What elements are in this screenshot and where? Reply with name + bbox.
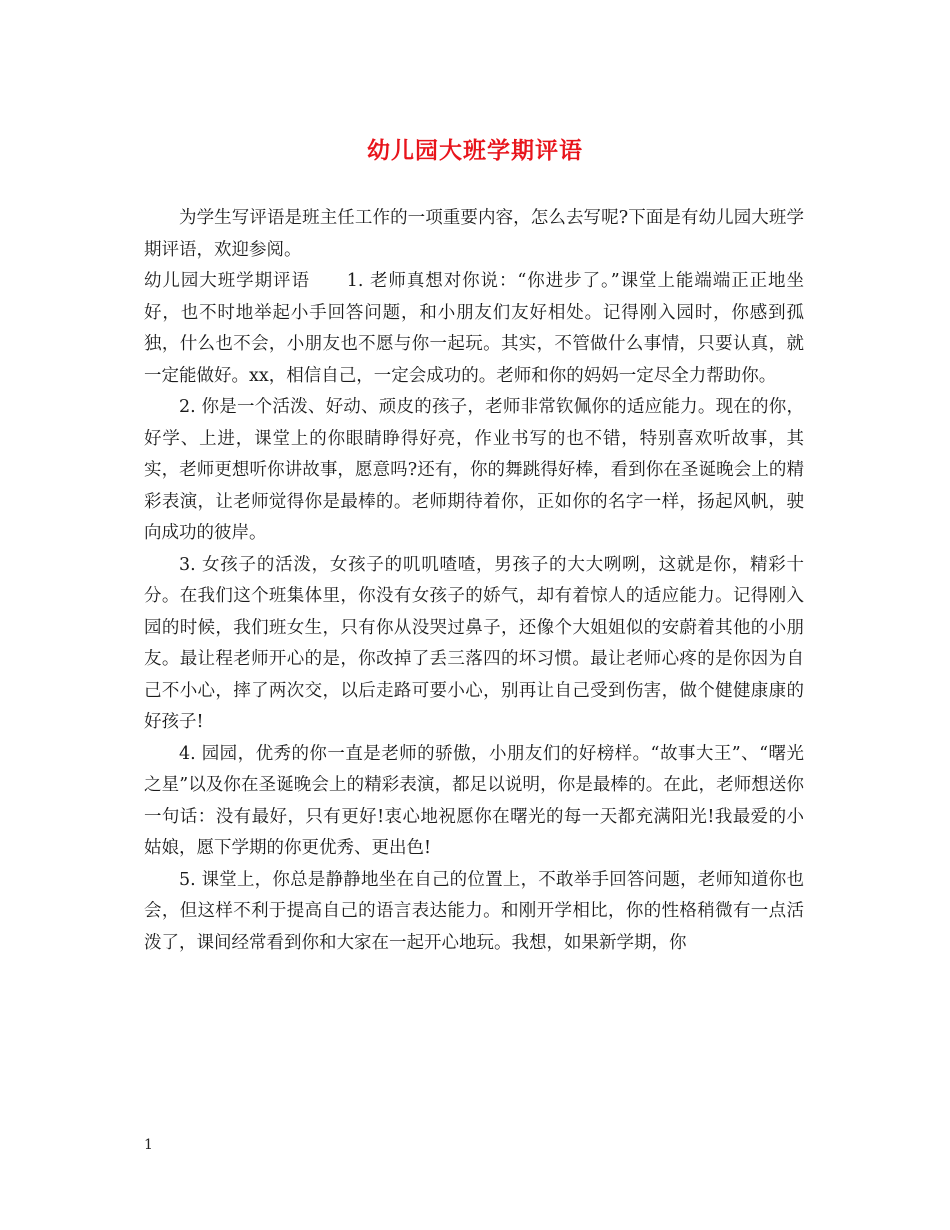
paragraph-5: 5. 课堂上，你总是静静地坐在自己的位置上，不敢举手回答问题，老师知道你也会，但这样不利于提高自己的语言表达能力。和刚开学相比，你的性格稍微有一点活泼了，课间经常看到你和大家在一起开心地玩。我想，如果新学期，你 — [144, 869, 804, 953]
document-title: 幼儿园大班学期评语 — [367, 137, 583, 164]
paragraph-2: 2. 你是一个活泼、好动、顽皮的孩子，老师非常钦佩你的适应能力。现在的你，好学、上进，课堂上的你眼睛睁得好亮，作业书写的也不错，特别喜欢听故事，其实，老师更想听你讲故事，愿意吗?还有，你的舞跳得好棒，看到你在圣诞晚会上的精彩表演，让老师觉得你是最棒的。老师期待着你，正如你的名字一样，扬起风帆，驶向成功的彼岸。 — [144, 397, 804, 543]
paragraph-4: 4. 园园，优秀的你一直是老师的骄傲，小朋友们的好榜样。“故事大王”、“曙光之星”以及你在圣诞晚会上的精彩表演，都足以说明，你是最棒的。在此，老师想送你一句话：没有最好，只有更好!衷心地祝愿你在曙光的每一天都充满阳光!我最爱的小姑娘，愿下学期的你更优秀、更出色! — [144, 743, 804, 858]
intro-paragraph: 为学生写评语是班主任工作的一项重要内容，怎么去写呢?下面是有幼儿园大班学期评语，欢迎参阅。 — [144, 208, 804, 260]
document-body — [144, 203, 804, 959]
paragraph-3: 3. 女孩子的活泼，女孩子的叽叽喳喳，男孩子的大大咧咧，这就是你，精彩十分。在我们这个班集体里，你没有女孩子的娇气，却有着惊人的适应能力。记得刚入园的时候，我们班女生，只有你从没哭过鼻子，还像个大姐姐似的安蔚着其他的小朋友。最让程老师开心的是，你改掉了丢三落四的坏习惯。最让老师心疼的是你因为自己不小心，摔了两次交，以后走路可要小心，别再让自己受到伤害，做个健健康康的好孩子! — [144, 554, 804, 732]
paragraph-1: 幼儿园大班学期评语 1. 老师真想对你说：“你进步了。”课堂上能端端正正地坐好，也不时地举起小手回答问题，和小朋友们友好相处。记得刚入园时，你感到孤独，什么也不会，小朋友也不愿与你一起玩。其实，不管做什么事情，只要认真，就一定能做好。xx，相信自己，一定会成功的。老师和你的妈妈一定尽全力帮助你。 — [144, 271, 804, 386]
page-number: 1 — [144, 1137, 153, 1153]
